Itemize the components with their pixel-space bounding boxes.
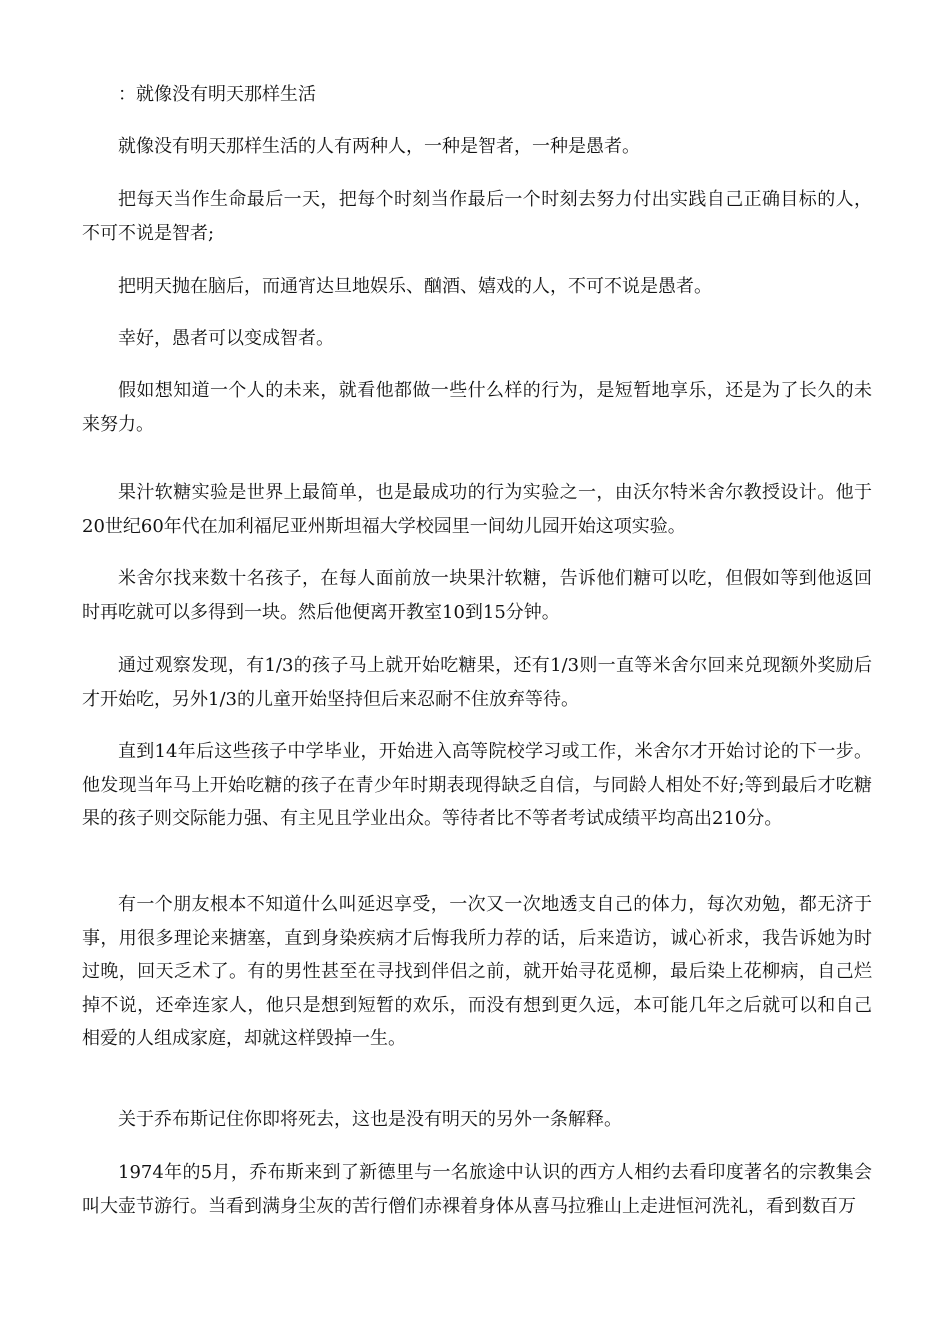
paragraph-future: 假如想知道一个人的未来，就看他都做一些什么样的行为，是短暂地享乐，还是为了长久的未来努力。 — [82, 380, 872, 435]
paragraph-title: ：就像没有明天那样生活 — [118, 84, 316, 105]
paragraph-1974: 1974年的5月，乔布斯来到了新德里与一名旅途中认识的西方人相约去看印度著名的宗教集会叫大壶节游行。当看到满身尘灰的苦行僧们赤裸着身体从喜马拉雅山上走进恒河洗礼，看到数百万 — [82, 1162, 872, 1217]
paragraph-experiment: 果汁软糖实验是世界上最简单，也是最成功的行为实验之一，由沃尔特米舍尔教授设计。他于20世纪60年代在加利福尼亚州斯坦福大学校园里一间幼儿园开始这项实验。 — [82, 482, 872, 537]
paragraph-follow-up: 直到14年后这些孩子中学毕业，开始进入高等院校学习或工作，米舍尔才开始讨论的下一步。他发现当年马上开始吃糖的孩子在青少年时期表现得缺乏自信，与同龄人相处不好;等到最后才吃糖果的孩子则交际能力强、有主见且学业出众。等待者比不等者考试成绩平均高出210分。 — [82, 741, 872, 829]
paragraph-friend: 有一个朋友根本不知道什么叫延迟享受，一次又一次地透支自己的体力，每次劝勉，都无济于事，用很多理论来搪塞，直到身染疾病才后悔我所力荐的话，后来造访，诚心祈求，我告诉她为时过晚，回天乏术了。有的男性甚至在寻找到伴侣之前，就开始寻花觅柳，最后染上花柳病，自己烂掉不说，还牵连家人，他只是想到短暂的欢乐，而没有想到更久远，本可能几年之后就可以和自己相爱的人组成家庭，却就这样毁掉一生。 — [82, 894, 872, 1049]
paragraph-fool: 把明天抛在脑后，而通宵达旦地娱乐、酗酒、嬉戏的人，不可不说是愚者。 — [118, 276, 712, 297]
paragraph-two-kinds: 就像没有明天那样生活的人有两种人，一种是智者，一种是愚者。 — [118, 136, 640, 157]
paragraph-jobs: 关于乔布斯记住你即将死去，这也是没有明天的另外一条解释。 — [118, 1109, 622, 1130]
paragraph-wise: 把每天当作生命最后一天，把每个时刻当作最后一个时刻去努力付出实践自己正确目标的人，不可不说是智者; — [82, 189, 872, 244]
paragraph-fortunately: 幸好，愚者可以变成智者。 — [118, 328, 334, 349]
paragraph-observation: 通过观察发现，有1/3的孩子马上就开始吃糖果，还有1/3则一直等米舍尔回来兑现额外奖励后才开始吃，另外1/3的儿童开始坚持但后来忍耐不住放弃等待。 — [82, 655, 872, 710]
paragraph-procedure: 米舍尔找来数十名孩子，在每人面前放一块果汁软糖，告诉他们糖可以吃，但假如等到他返回时再吃就可以多得到一块。然后他便离开教室10到15分钟。 — [82, 568, 872, 623]
